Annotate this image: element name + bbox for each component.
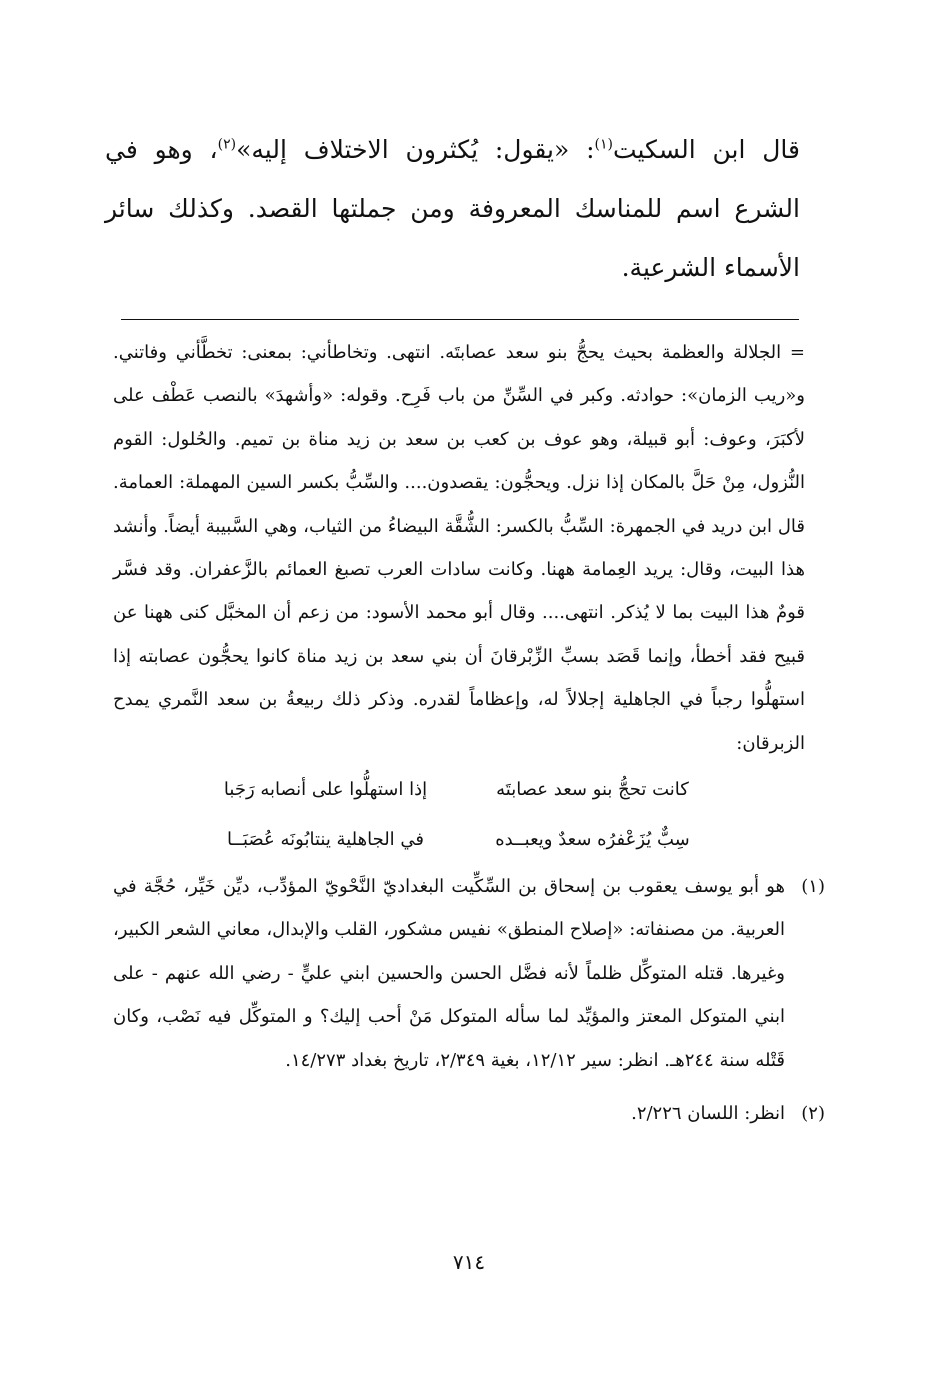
main-body-text [105,120,800,297]
footnote-1 [113,865,825,1082]
footnote-1-text: هو أبو يوسف يعقوب بن إسحاق بن السِّكِّيت البغداديّ النَّحْويّ المؤدِّب، ديِّن خَيِّر، حُجَّة في العربية. من مصنفاته: «إصلاح المنطق» نفيس مشكور، القلب والإبدال، معاني الشعر الكبير، وغيرها. قتله المتوكِّل ظلماً لأنه فضَّل الحسن والحسين ابني عليٍّ - رضي الله عنهم - على ابني المتوكل المعتز والمؤيِّد لما سأله المتوكل مَنْ أحب إليك؟ و المتوكِّل فيه نَصْب، وكان قَتْله سنة ٢٤٤هـ. انظر: سير ١٢/١٢، بغية ٢/٣٤٩، تاريخ بغداد ١٤/٢٧٣. [113,876,785,1071]
main-text-part-1: قال ابن السكيت [612,135,800,164]
main-text-part-3: ، وهو في الشرع اسم للمناسك المعروفة ومن جملتها القصد. وكذلك سائر الأسماء الشرعية. [105,135,800,282]
poem [113,765,805,865]
poem-first-hemistich: كانت تحجُّ بنو سعد عصابتَه [496,779,689,801]
footnote-2-text: انظر: اللسان ٢/٢٢٦. [631,1103,785,1125]
page-number: ٧١٤ [452,1250,486,1274]
main-text-part-2: : «يقول: يُكثرون الاختلاف إليه» [236,135,595,164]
footnote-ref-1[interactable]: (١) [594,136,613,153]
footnote-divider [121,319,799,320]
footnote-2-number: (٢) [801,1103,825,1125]
poem-second-hemistich: في الجاهلية ينتابُونَه عُصَبَــا [226,829,425,851]
footnote-continuation: = الجلالة والعظمة بحيث يحجُّ بنو سعد عصابتَه. انتهى. وتخاطأني: بمعنى: تخطَّأني وفاتني. و«ريب الزمان»: حوادثه. وكبر في السِّنِّ من باب فَرِح. وقوله: «وأشهدَ» بالنصب عَطْف على لأكبَرَ، وعوف: أبو قبيلة، وهو عوف بن كعب بن سعد بن زيد مناة بن تميم. والحُلول: القوم النُّزول، مِنْ حَلَّ بالمكان إذا نزل. ويحجُّون: يقصدون.... والسِّبُّ بكسر السين المهملة: العمامة. قال ابن دريد في الجمهرة: السِّبُّ بالكسر: الشُّقَّة البيضاءُ من الثياب، وهي السَّبيبة أيضاً. وأنشد هذا البيت، وقال: يريد العِمامة ههنا. وكانت سادات العرب تصبغ العمائم بالزَّعفران. وقد فسَّر قومٌ هذا البيت بما لا يُذكر. انتهى.... وقال أبو محمد الأسود: من زعم أن المخبَّل كنى ههنا عن قبيح فقد أخطأ، وإنما قَصَد بسبِّ الزِّبْرقانَ أن بني سعد بن زيد مناة كانوا يحجُّون عصابته إذا استهلُّوا رجباً في الجاهلية إجلالاً له، وإعظاماً لقدره. وذكر ذلك ربيعةُ بن سعد النَّمري يمدح الزبرقان: [113,342,805,754]
main-paragraph [105,120,800,297]
poem-second-hemistich: إذا استهلُّوا على أنصابه رَجَبا [223,779,428,801]
poem-first-hemistich: سِبٌّ يُزَعْفرُه سعدٌ ويعبــده [495,829,690,851]
footnotes-section [113,331,825,1136]
poem-line [113,815,805,865]
footnote-1-number: (١) [801,876,825,898]
footnote-2 [113,1092,825,1135]
footnote-ref-2[interactable]: (٢) [217,136,237,153]
poem-line [113,765,805,815]
